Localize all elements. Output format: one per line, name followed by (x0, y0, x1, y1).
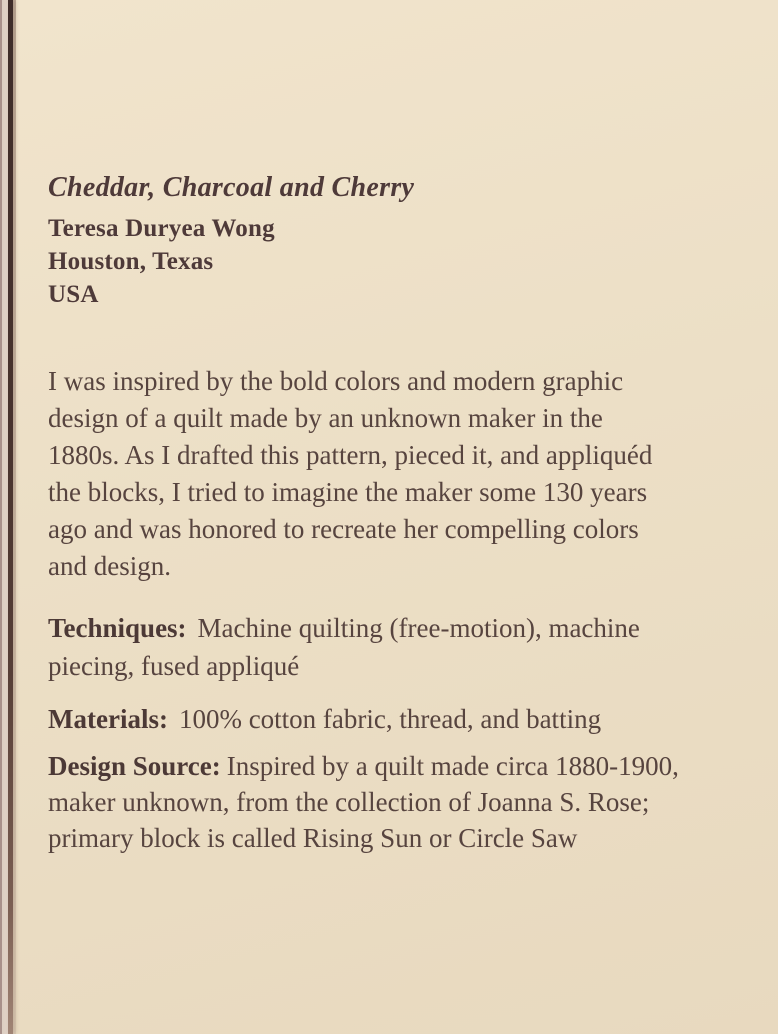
statement-line: design of a quilt made by an unknown maker in the (48, 403, 603, 433)
materials-label: Materials: (48, 704, 168, 734)
artist-statement (48, 363, 748, 585)
materials-section (48, 700, 748, 738)
techniques-label: Techniques: (48, 613, 187, 643)
artwork-header (48, 0, 748, 311)
label-content (48, 0, 748, 856)
statement-line: the blocks, I tried to imagine the maker some 130 years (48, 477, 648, 507)
statement-line: ago and was honored to recreate her compelling colors (48, 514, 639, 544)
materials-line (48, 700, 748, 738)
statement-line: 1880s. As I drafted this pattern, pieced it, and appliquéd (48, 440, 653, 470)
design-source-line: maker unknown, from the collection of Joanna S. Rose; (48, 787, 650, 817)
techniques-line: piecing, fused appliqué (48, 651, 300, 681)
design-source-section (48, 748, 748, 856)
artist-city: Houston, Texas (48, 248, 214, 275)
materials-text: 100% cotton fabric, thread, and batting (178, 704, 602, 734)
statement-line: and design. (48, 551, 171, 581)
design-source-line (48, 748, 748, 784)
card-left-edge-shadow (13, 0, 16, 1034)
design-source-line: primary block is called Rising Sun or Circle Saw (48, 823, 578, 853)
statement-line: I was inspired by the bold colors and modern graphic (48, 366, 624, 396)
design-source-label: Design Source: (48, 751, 221, 781)
card-left-edge (0, 0, 8, 1034)
artist-byline (48, 212, 748, 311)
design-source-text: Inspired by a quilt made circa 1880-1900, (226, 751, 679, 781)
techniques-text: Machine quilting (free-motion), machine (197, 613, 640, 643)
techniques-section (48, 609, 748, 685)
artist-country: USA (48, 281, 99, 308)
artwork-title: Cheddar, Charcoal and Cherry (48, 172, 415, 203)
artist-name: Teresa Duryea Wong (48, 215, 275, 242)
techniques-line (48, 609, 748, 647)
